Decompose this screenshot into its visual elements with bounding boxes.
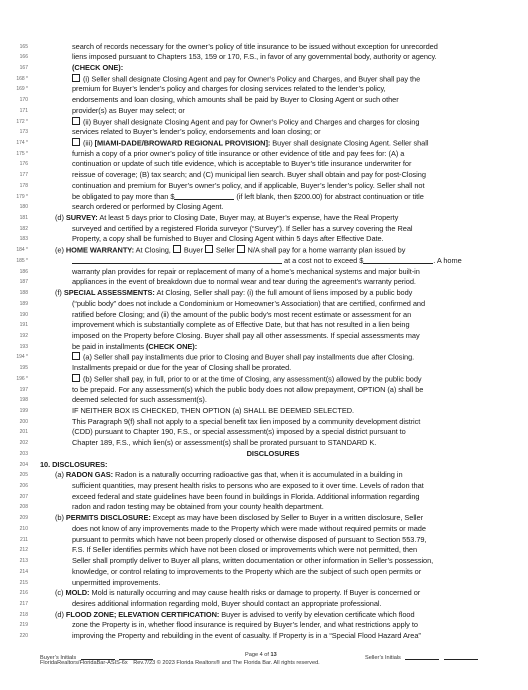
line-text: (CHECK ONE): — [72, 62, 124, 72]
document-line — [72, 127, 506, 137]
seller-initials-field-1[interactable] — [405, 652, 439, 660]
line-text: FLOOD ZONE; ELEVATION CERTIFICATION: — [65, 609, 220, 619]
document-line — [72, 481, 506, 491]
document-line — [72, 52, 506, 62]
page-label: Page 4 of — [245, 652, 271, 658]
document-line — [55, 245, 506, 256]
line-number: 173 — [19, 129, 28, 136]
line-number: 165 — [19, 43, 28, 50]
line-text: Buyer shall designate Closing Agent. Seller shall — [270, 138, 429, 148]
line-text: (a) — [55, 470, 66, 480]
line-number: 216 — [19, 590, 28, 597]
line-text: to be prepaid. For any assessment(s) which the public body does not allow prepayment, OPTION (a) shall be — [72, 384, 424, 394]
line-number: 167 — [19, 64, 28, 71]
line-text: radon and radon testing may be obtained from your county health department. — [72, 502, 324, 512]
document-line — [72, 74, 506, 85]
line-text: (CDD) pursuant to Chapter 190, F.S., or special assessment(s) imposed by a special district pursuant to — [72, 427, 406, 437]
line-number: 220 — [19, 633, 28, 640]
document-line — [40, 449, 506, 459]
line-number: 178 — [19, 182, 28, 189]
cb-option-i-seller-designates[interactable] — [72, 74, 80, 82]
line-number: 182 — [19, 225, 28, 232]
document-line — [72, 267, 506, 277]
line-number: 218 — [19, 611, 28, 618]
line-number: 203 — [19, 450, 28, 457]
line-number: 198 — [19, 397, 28, 404]
line-text: (e) — [55, 245, 66, 255]
line-text: Buyer is advised to verify by elevation certificate which flood — [219, 609, 415, 619]
line-text: (if left blank, then $200.00) for abstract continuation or title — [234, 191, 424, 201]
line-text: provider(s) as Buyer may select; or — [72, 105, 185, 115]
line-number: 207 — [19, 493, 28, 500]
cb-warranty-buyer[interactable] — [173, 245, 181, 253]
line-number: 193 — [19, 343, 28, 350]
line-text: zone the Property is in, whether flood insurance is required by Buyer’s lender, and what restrictions apply to — [72, 620, 418, 630]
line-number: 197 — [19, 386, 28, 393]
form-revision: Rev.7/23 © 2023 Florida Realtors® and The Florida Bar. All rights reserved. — [133, 660, 320, 666]
line-text: (b) — [55, 513, 66, 523]
line-text: services related to Buyer’s lender’s policy, endorsements and loan closing; or — [72, 127, 321, 137]
fill-in-blank[interactable] — [174, 192, 234, 200]
line-number: 166 — [19, 54, 28, 61]
cb-option-ii-buyer-designates[interactable] — [72, 117, 80, 125]
document-line — [72, 374, 506, 385]
line-number: 187 — [19, 279, 28, 286]
line-text: DISCLOSURES — [246, 448, 300, 458]
fill-in-blank[interactable] — [72, 256, 282, 264]
document-line — [72, 84, 506, 94]
line-number: 184 * — [16, 247, 28, 254]
document-line — [72, 310, 506, 320]
document-line — [72, 342, 506, 352]
line-text: Seller — [215, 245, 237, 255]
document-line — [55, 213, 506, 223]
line-text: [MIAMI-DADE/BROWARD REGIONAL PROVISION]: — [94, 138, 271, 148]
document-line — [72, 192, 506, 202]
document-line — [72, 578, 506, 588]
seller-initials — [365, 652, 478, 661]
cb-assessment-b[interactable] — [72, 374, 80, 382]
line-text: premium for Buyer’s lender’s policy and charges for closing services related to the lender’s policy, — [72, 84, 386, 94]
buyer-initials-field-1[interactable] — [81, 652, 115, 660]
line-text: improving the Property and rebuilding in the event of casualty. If Property is in a “Special Flood Hazard Area” — [72, 631, 421, 641]
line-text: Seller shall promptly deliver to Buyer all plans, written documentation or other information in Seller’s possession, — [72, 556, 434, 566]
seller-initials-label: Seller’s Initials — [365, 655, 401, 661]
document-line — [40, 460, 506, 470]
line-text: does not know of any improvements made to the Property which were made without required permits or made — [72, 523, 426, 533]
cb-warranty-na[interactable] — [237, 245, 245, 253]
document-line — [72, 631, 506, 641]
line-text: N/A shall pay for a home warranty plan issued by — [247, 245, 406, 255]
buyer-initials-label: Buyer’s Initials — [40, 655, 77, 661]
line-number: 191 — [19, 322, 28, 329]
line-number: 168 * — [16, 75, 28, 82]
document-line — [72, 331, 506, 341]
buyer-initials-field-2[interactable] — [119, 652, 153, 660]
line-text: (i) Seller shall designate Closing Agent and pay for Owner’s Policy and Charges, and Buyer shall pay the — [83, 74, 421, 84]
document-line — [55, 288, 506, 298]
line-text: search of records necessary for the owner’s policy of title insurance to be issued without exception for unrecorded — [72, 41, 438, 51]
line-number: 171 — [19, 107, 28, 114]
line-text: be paid in installments — [72, 341, 146, 351]
line-number: 200 — [19, 418, 28, 425]
line-text: SPECIAL ASSESSMENTS: — [63, 288, 155, 298]
line-text: Chapter 189, F.S., which lien(s) or assessment(s) shall be prorated pursuant to STANDARD K. — [72, 438, 377, 448]
form-identifier — [40, 660, 320, 666]
line-number: 212 — [19, 547, 28, 554]
line-text: liens imposed pursuant to Chapters 153, 159 or 170, F.S., in favor of any governmental body, authority or agency. — [72, 52, 437, 62]
line-text: at a cost not to exceed $ — [282, 255, 364, 265]
seller-initials-field-2[interactable] — [444, 652, 478, 660]
line-number: 201 — [19, 429, 28, 436]
document-line — [55, 470, 506, 480]
document-line — [72, 159, 506, 169]
line-number: 183 — [19, 236, 28, 243]
line-text: F.S. If Seller identifies permits which have not been closed or improvements which were not permitted, then — [72, 545, 418, 555]
document-line — [55, 513, 506, 523]
line-text: unpermitted improvements. — [72, 577, 161, 587]
document-line — [72, 438, 506, 448]
document-line — [72, 299, 506, 309]
line-text: At least 5 days prior to Closing Date, Buyer may, at Buyer’s expense, have the Real Property — [97, 213, 399, 223]
document-line — [72, 117, 506, 128]
document-line — [72, 42, 506, 52]
document-line — [72, 502, 506, 512]
line-text: endorsements and loan closing, which amounts shall be paid by Buyer to Closing Agent or such other — [72, 95, 399, 105]
line-text: exceed federal and state guidelines have been found in buildings in Florida. Additional information regarding — [72, 491, 420, 501]
line-number: 215 — [19, 579, 28, 586]
document-line — [72, 492, 506, 502]
line-text: deemed selected for such assessment(s). — [72, 395, 207, 405]
document-line — [55, 588, 506, 598]
document-line — [72, 256, 506, 266]
line-text: (iii) — [83, 138, 95, 148]
line-text: SURVEY: — [65, 213, 98, 223]
line-number: 206 — [19, 483, 28, 490]
document-line — [72, 385, 506, 395]
document-line — [72, 599, 506, 609]
line-number: 190 — [19, 311, 28, 318]
document-line — [72, 202, 506, 212]
line-text: Installments prepaid or due for the year of Closing shall be prorated. — [72, 363, 292, 373]
line-text: sufficient quantities, may present health risks to persons who are exposed to it over time. Levels of radon that — [72, 481, 424, 491]
line-number: 208 — [19, 504, 28, 511]
line-number: 199 — [19, 407, 28, 414]
cb-warranty-seller[interactable] — [205, 245, 213, 253]
document-line — [72, 395, 506, 405]
line-number: 175 * — [16, 150, 28, 157]
line-text: Mold is naturally occurring and may cause health risks or damage to property. If Buyer is concerned or — [89, 588, 421, 598]
line-text: appliances in the event of breakdown due to normal wear and tear during the agreement’s warranty period. — [72, 277, 416, 287]
line-number: 214 — [19, 568, 28, 575]
document-line — [72, 352, 506, 363]
line-number: 181 — [19, 215, 28, 222]
line-text: (CHECK ONE): — [145, 341, 198, 351]
line-number: 186 — [19, 268, 28, 275]
line-number: 170 — [19, 97, 28, 104]
line-text: improvement which is substantially complete as of Effective Date, but that has not resulted in a lien being — [72, 320, 410, 330]
line-text: (“public body” does not include a Condominium or Homeowner’s Association) that are certified, confirmed and — [72, 298, 426, 308]
line-text: HOME WARRANTY: — [65, 245, 135, 255]
line-text: (f) — [55, 288, 64, 298]
document-line — [72, 556, 506, 566]
document-line — [72, 181, 506, 191]
line-text: (ii) Buyer shall designate Closing Agent and pay for Owner’s Policy and Charges and charges for closing — [83, 117, 420, 127]
document-line — [72, 545, 506, 555]
line-text: furnish a copy of a prior owner’s policy of title insurance or other evidence of title and pay fees for: (A) a — [72, 148, 405, 158]
document-line — [72, 95, 506, 105]
line-number: 202 — [19, 440, 28, 447]
line-number: 219 — [19, 622, 28, 629]
line-number: 213 — [19, 558, 28, 565]
document-line — [72, 224, 506, 234]
document-line — [72, 417, 506, 427]
line-number: 211 — [20, 536, 28, 543]
document-line — [72, 170, 506, 180]
line-number: 209 — [19, 515, 28, 522]
line-number: 189 — [19, 300, 28, 307]
line-text: ratified before Closing; and (ii) the amount of the public body’s most recent estimate or assessment for an — [72, 309, 412, 319]
line-text: (d) — [55, 213, 66, 223]
line-text: . A home — [433, 255, 462, 265]
line-text: (b) Seller shall pay, in full, prior to or at the time of Closing, any assessment(s) allowed by the public body — [83, 374, 422, 384]
line-number: 194 * — [16, 354, 28, 361]
line-text: (a) Seller shall pay installments due prior to Closing and Buyer shall pay installments due after Closing. — [83, 352, 415, 362]
document-line — [72, 406, 506, 416]
line-text: Property, a copy shall be furnished to Buyer and Closing Agent within 5 days after Effective Date. — [72, 234, 384, 244]
document-line — [72, 524, 506, 534]
document-line — [72, 320, 506, 330]
document-line — [72, 138, 506, 149]
document-line — [72, 149, 506, 159]
cb-assessment-a[interactable] — [72, 352, 80, 360]
line-text: (d) — [55, 609, 66, 619]
document-line — [72, 620, 506, 630]
line-number: 180 — [19, 204, 28, 211]
line-text: DISCLOSURES: — [52, 459, 108, 469]
line-text: MOLD: — [65, 588, 90, 598]
line-text: reissue of coverage; (B) tax search; and (C) municipal lien search. Buyer shall obtain and pay for post-Closing — [72, 170, 426, 180]
line-text: warranty plan provides for repair or replacement of many of a home’s mechanical systems and major built-in — [72, 266, 420, 276]
line-text: surveyed and certified by a registered Florida surveyor (“Survey”). If Seller has a survey covering the Real — [72, 223, 413, 233]
page-number — [245, 652, 277, 658]
line-text: knowledge, or control relating to improvements to the Property which are the subject of such open permits or — [72, 566, 422, 576]
line-text: Buyer — [183, 245, 205, 255]
line-number: 205 — [19, 472, 28, 479]
line-text: 10. — [40, 459, 53, 469]
line-number: 174 * — [16, 139, 28, 146]
line-text: This Paragraph 9(f) shall not apply to a special benefit tax lien imposed by a community development district — [72, 416, 421, 426]
line-text: be obligated to pay more than $ — [72, 191, 175, 201]
document-line — [72, 63, 506, 73]
line-text: IF NEITHER BOX IS CHECKED, THEN OPTION (a) SHALL BE DEEMED SELECTED. — [72, 405, 355, 415]
line-number: 172 * — [16, 118, 28, 125]
line-text: RADON GAS: — [65, 470, 114, 480]
line-text: (c) — [55, 588, 66, 598]
line-text: continuation and premium for Buyer’s owner’s policy, and if applicable, Buyer’s lender’s policy. Seller shall not — [72, 180, 425, 190]
fill-in-blank[interactable] — [363, 256, 433, 264]
line-number: 176 — [19, 161, 28, 168]
line-number: 188 — [19, 290, 28, 297]
document-line — [72, 234, 506, 244]
form-id: FloridaRealtors/FloridaBar-ASIS-6x — [40, 660, 128, 666]
line-number: 179 * — [16, 193, 28, 200]
line-text: search ordered or performed by Closing Agent. — [72, 202, 224, 212]
document-line — [72, 277, 506, 287]
line-text: At Closing, — [134, 245, 173, 255]
line-number: 210 — [19, 525, 28, 532]
line-number: 192 — [19, 332, 28, 339]
line-text: PERMITS DISCLOSURE: — [65, 513, 151, 523]
document-line — [55, 610, 506, 620]
line-text: pursuant to permits which have not been properly closed or otherwise disposed of pursuant to Section 553.79, — [72, 534, 427, 544]
document-line — [72, 363, 506, 373]
document-line — [72, 427, 506, 437]
line-number: 177 — [19, 172, 28, 179]
page-number-value: 13 — [270, 652, 277, 658]
line-text: imposed on the Property before Closing. Buyer shall pay all other assessments. If special assessments may — [72, 330, 420, 340]
document-line — [72, 535, 506, 545]
line-number: 195 — [19, 365, 28, 372]
document-line — [72, 106, 506, 116]
line-text: Except as may have been disclosed by Seller to Buyer in a written disclosure, Seller — [150, 513, 423, 523]
line-text: desires additional information regarding mold, Buyer should contact an appropriate professional. — [72, 598, 382, 608]
cb-option-iii-miami-dade[interactable] — [72, 138, 80, 146]
line-number: 185 * — [16, 257, 28, 264]
line-number: 196 * — [16, 375, 28, 382]
line-text: Radon is a naturally occurring radioactive gas that, when it is accumulated in a building in — [113, 470, 403, 480]
line-number: 217 — [19, 600, 28, 607]
line-number: 169 * — [16, 86, 28, 93]
line-text: At Closing, Seller shall pay: (i) the full amount of liens imposed by a public body — [154, 288, 413, 298]
line-text: continuation or update of such title evidence, which is acceptable to Buyer’s title insurance underwriter for — [72, 159, 412, 169]
line-number: 204 — [19, 461, 28, 468]
document-line — [72, 567, 506, 577]
